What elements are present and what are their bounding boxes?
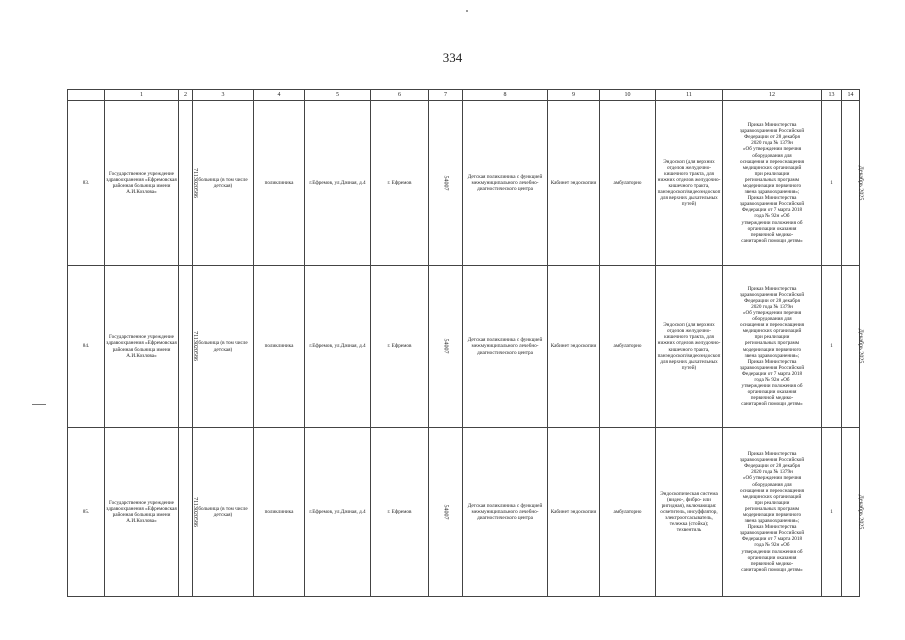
- legal-basis-line: организации оказания: [747, 225, 797, 232]
- legal-basis-line: оснащения и переоснащения: [739, 487, 805, 494]
- inn-value: 7113020586: [191, 331, 198, 362]
- legal-basis-line: санитарной помощи детям»: [741, 401, 803, 408]
- page-number: 334: [442, 50, 463, 65]
- legal-basis-line: оборудования для: [752, 316, 792, 323]
- legal-basis-line: здравоохранения Российской: [739, 128, 805, 135]
- legal-basis-line: при реализации: [754, 499, 790, 506]
- inn-cell: [179, 266, 198, 428]
- date-cell: [842, 266, 864, 428]
- table-row: [68, 266, 860, 428]
- table-header-row: [68, 90, 860, 101]
- header-cell: 10: [600, 90, 656, 101]
- code-cell: [429, 101, 463, 266]
- locality: г. Ефремов: [371, 101, 429, 266]
- legal-basis-line: Приказ Министерства: [747, 524, 797, 531]
- legal-basis-line: здравоохранения Российской: [739, 291, 805, 298]
- legal-basis-line: организации оказания: [747, 554, 797, 561]
- address: г.Ефремов, ул.Дачная, д.4: [305, 428, 371, 597]
- address: г.Ефремов, ул.Дачная, д.4: [305, 266, 371, 428]
- inn-cell: [179, 428, 198, 597]
- legal-basis-line: Федерации от 7 марта 2018: [741, 207, 803, 214]
- legal-basis-line: первичной медико-: [750, 395, 794, 402]
- legal-basis-line: 2020 года № 1379н: [751, 140, 793, 147]
- division: поликлиника: [254, 428, 305, 597]
- legal-basis-line: организации оказания: [747, 389, 797, 396]
- inn-cell: [179, 101, 198, 266]
- unit-name: Детская поликлиника с функцией межмуниципального лечебно-диагностического центра: [463, 428, 548, 597]
- legal-basis-line: года № 92н «Об: [754, 376, 790, 383]
- code-cell: [429, 428, 463, 597]
- legal-basis-line: региональных программ: [744, 340, 800, 347]
- legal-basis-line: звена здравоохранения»;: [744, 518, 800, 525]
- unit-name: Детская поликлиника с функцией межмуниципального лечебно-диагностического центра: [463, 101, 548, 266]
- room-name: Кабинет эндоскопии: [548, 101, 600, 266]
- legal-basis-line: звена здравоохранения»;: [744, 352, 800, 359]
- header-cell: 11: [656, 90, 723, 101]
- legal-basis-line: здравоохранения Российской: [739, 457, 805, 464]
- legal-basis: [723, 101, 822, 266]
- header-cell: 6: [371, 90, 429, 101]
- legal-basis-line: 2020 года № 1379н: [751, 469, 793, 476]
- legal-basis-line: медицинских организаций: [742, 493, 802, 500]
- header-cell: 9: [548, 90, 600, 101]
- legal-basis-line: санитарной помощи детям»: [741, 237, 803, 244]
- legal-basis-line: здравоохранения Российской: [739, 364, 805, 371]
- scan-artifact-dot: [466, 10, 468, 12]
- legal-basis-line: модернизации первичного: [742, 183, 802, 189]
- header-cell: 1: [105, 90, 179, 101]
- legal-basis-line: модернизации первичного: [742, 346, 802, 353]
- legal-basis-line: региональных программ: [744, 176, 800, 183]
- quantity: 1: [822, 428, 842, 597]
- unit-name: Детская поликлиника с функцией межмуниципального лечебно-диагностического центра: [463, 266, 548, 428]
- row-number: 85.: [68, 428, 105, 597]
- date-value: Декабрь 2025: [857, 329, 864, 364]
- equipment-register-table: [67, 89, 864, 597]
- header-cell: 4: [254, 90, 305, 101]
- legal-basis-line: «Об утверждении перечня: [742, 146, 802, 153]
- date-cell: [842, 101, 864, 266]
- legal-basis-line: утверждении положения об: [741, 548, 803, 555]
- equipment-name: Эндоскопическая система (видео-, фибро- или ригидная), включающая: осветитель, инсуффлятор, электроотсасыватель, тележка (стойка); техвентиль: [656, 428, 723, 597]
- legal-basis-line: здравоохранения Российской: [739, 530, 805, 537]
- organization-type: больница (в том числе детская): [193, 101, 254, 266]
- legal-basis: [723, 428, 822, 597]
- header-cell: 13: [822, 90, 842, 101]
- care-condition: амбулаторно: [600, 101, 656, 266]
- legal-basis-line: «Об утверждении перечня: [742, 475, 802, 482]
- legal-basis-line: года № 92н «Об: [754, 213, 790, 220]
- header-cell: 8: [463, 90, 548, 101]
- legal-basis-line: модернизации первичного: [742, 512, 802, 518]
- legal-basis-line: Федерации от 7 марта 2018: [741, 536, 803, 543]
- legal-basis-line: Федерации от 7 марта 2018: [741, 370, 803, 377]
- organization-type: больница (в том числе детская): [193, 266, 254, 428]
- header-cell: 12: [723, 90, 822, 101]
- legal-basis-line: Приказ Министерства: [747, 451, 797, 458]
- quantity: 1: [822, 266, 842, 428]
- row-number: 83.: [68, 101, 105, 266]
- scan-artifact-mark: [32, 404, 46, 405]
- legal-basis-line: при реализации: [754, 170, 790, 177]
- legal-basis-line: Приказ Министерства: [747, 122, 797, 129]
- legal-basis-line: утверждении положения об: [741, 219, 803, 226]
- division: поликлиника: [254, 101, 305, 266]
- equipment-name: Эндоскоп (для верхних отделов желудочно-кишечного тракта, для нижних отделов желудочно-кишечного тракта, панэндоскоп/видеоэндоскоп для верхних дыхательных путей): [656, 101, 723, 266]
- table-row: [68, 101, 860, 266]
- legal-basis-line: региональных программ: [744, 505, 800, 512]
- header-cell: 5: [305, 90, 371, 101]
- inn-value: 7113020586: [191, 168, 198, 198]
- legal-basis-line: оснащения и переоснащения: [739, 158, 805, 165]
- legal-basis-line: года № 92н «Об: [754, 542, 790, 549]
- equipment-name: Эндоскоп (для верхних отделов желудочно-кишечного тракта, для нижних отделов желудочно-кишечного тракта, панэндоскоп/видеоэндоскоп для верхних дыхательных путей): [656, 266, 723, 428]
- room-name: Кабинет эндоскопии: [548, 266, 600, 428]
- header-cell: 7: [429, 90, 463, 101]
- legal-basis-line: 2020 года № 1379н: [751, 303, 793, 310]
- date-cell: [842, 428, 864, 597]
- care-condition: амбулаторно: [600, 266, 656, 428]
- header-cell: 3: [193, 90, 254, 101]
- room-name: Кабинет эндоскопии: [548, 428, 600, 597]
- legal-basis-line: медицинских организаций: [742, 328, 802, 335]
- legal-basis-line: Федерации от 28 декабря: [744, 134, 800, 141]
- legal-basis-line: Федерации от 28 декабря: [744, 463, 800, 470]
- legal-basis-line: при реализации: [754, 334, 790, 341]
- legal-basis-line: оборудования для: [752, 152, 792, 159]
- organization-name: Государственное учреждение здравоохранения «Ефремовская районная больница имени А.И.Козлова»: [105, 428, 179, 597]
- code-value: 54007: [442, 504, 449, 520]
- table-row: [68, 428, 860, 597]
- care-condition: амбулаторно: [600, 428, 656, 597]
- legal-basis-line: Приказ Министерства: [747, 195, 797, 202]
- legal-basis-line: «Об утверждении перечня: [742, 309, 802, 316]
- legal-basis-line: Федерации от 28 декабря: [744, 297, 800, 304]
- quantity: 1: [822, 101, 842, 266]
- legal-basis-line: здравоохранения Российской: [739, 201, 805, 208]
- code-value: 54007: [442, 339, 449, 354]
- legal-basis-line: медицинских организаций: [742, 164, 802, 171]
- legal-basis-line: Приказ Министерства: [747, 358, 797, 365]
- legal-basis: [723, 266, 822, 428]
- address: г.Ефремов, ул.Дачная, д.4: [305, 101, 371, 266]
- organization-name: Государственное учреждение здравоохранения «Ефремовская районная больница имени А.И.Козлова»: [105, 266, 179, 428]
- legal-basis-line: звена здравоохранения»;: [744, 189, 800, 196]
- header-cell: [68, 90, 105, 101]
- header-cell: 14: [842, 90, 860, 101]
- inn-value: 7113020586: [191, 497, 198, 527]
- locality: г. Ефремов: [371, 266, 429, 428]
- organization-name: Государственное учреждение здравоохранения «Ефремовская районная больница имени А.И.Козлова»: [105, 101, 179, 266]
- date-value: Декабрь 2025: [857, 165, 864, 201]
- legal-basis-line: оборудования для: [752, 481, 792, 488]
- legal-basis-line: утверждении положения об: [741, 383, 803, 390]
- code-value: 54007: [442, 175, 449, 191]
- legal-basis-line: санитарной помощи детям»: [741, 566, 803, 573]
- header-cell: 2: [179, 90, 193, 101]
- division: поликлиника: [254, 266, 305, 428]
- legal-basis-line: первичной медико-: [750, 560, 794, 567]
- date-value: Декабрь 2025: [857, 494, 864, 530]
- locality: г. Ефремов: [371, 428, 429, 597]
- legal-basis-line: оснащения и переоснащения: [739, 322, 805, 329]
- legal-basis-line: Приказ Министерства: [747, 285, 797, 292]
- code-cell: [429, 266, 463, 428]
- organization-type: больница (в том числе детская): [193, 428, 254, 597]
- legal-basis-line: первичной медико-: [750, 231, 794, 238]
- row-number: 84.: [68, 266, 105, 428]
